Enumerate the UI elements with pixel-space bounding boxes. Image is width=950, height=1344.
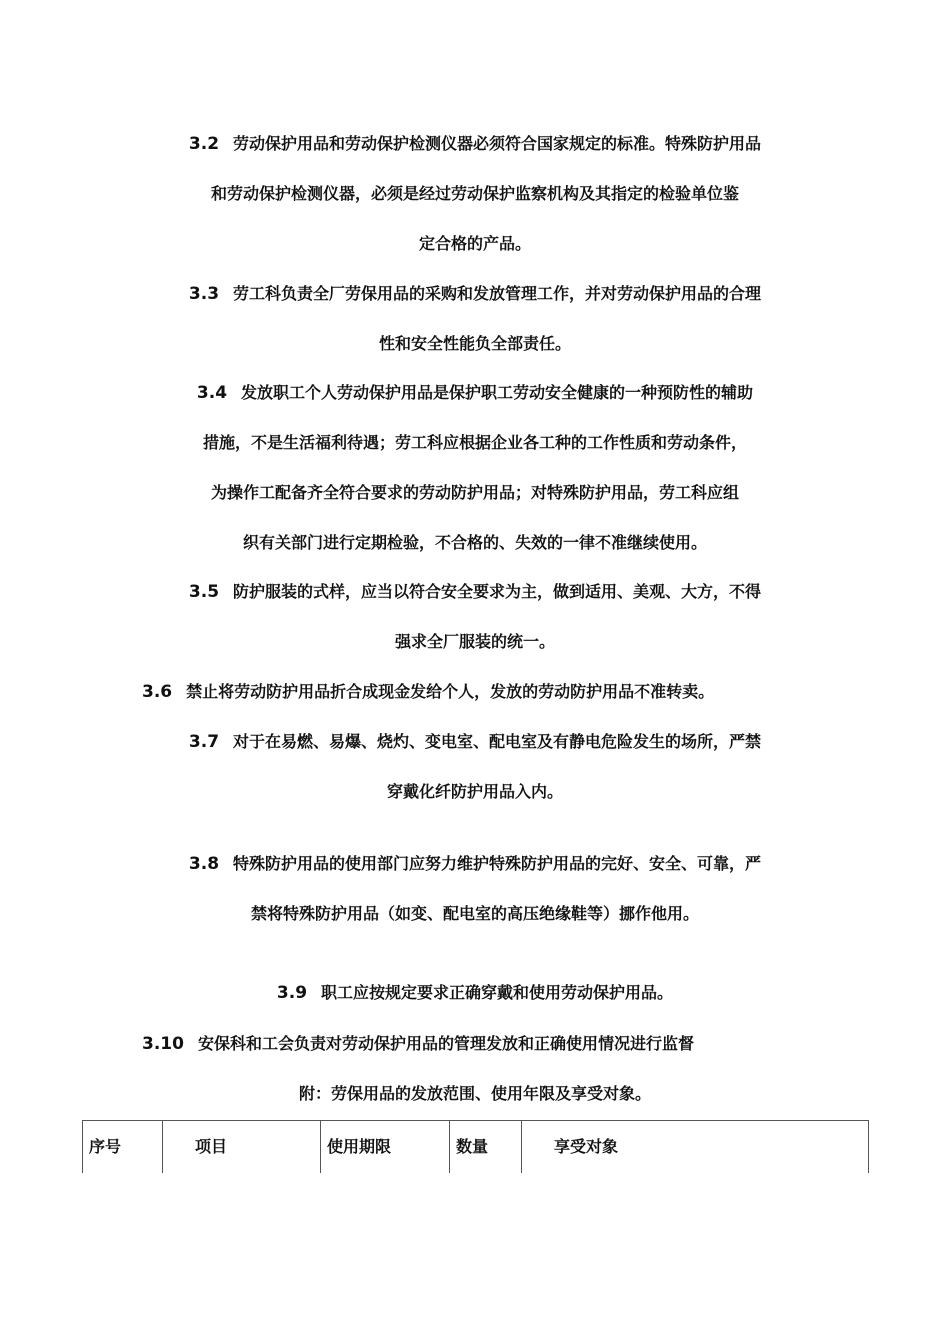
para-3-5-line-1 — [0, 580, 950, 604]
para-number: 3.7 — [188, 732, 220, 752]
para-number: 3.9 — [276, 983, 308, 1003]
para-3-4-line-1 — [0, 381, 950, 405]
header-cell-item — [162, 1121, 321, 1173]
para-3-2-line-3: 定合格的产品。 — [418, 234, 531, 253]
para-text: 对于在易燃、易爆、烧灼、变电室、配电室及有静电危险发生的场所，严禁 — [233, 732, 762, 751]
para-number: 3.10 — [142, 1034, 184, 1054]
header-cell-recipients — [521, 1121, 869, 1173]
para-3-7-line-1 — [0, 730, 950, 754]
para-3-4-line-4: 织有关部门进行定期检验，不合格的、失效的一律不准继续使用。 — [242, 533, 707, 552]
header-label: 序号 — [89, 1137, 122, 1156]
para-3-2-line-2: 和劳动保护检测仪器，必须是经过劳动保护监察机构及其指定的检验单位鉴 — [210, 184, 739, 203]
para-3-8-line-2: 禁将特殊防护用品（如变、配电室的高压绝缘鞋等）挪作他用。 — [250, 904, 699, 923]
para-3-6-line-1 — [142, 680, 902, 704]
para-number: 3.5 — [188, 582, 220, 602]
para-text: 防护服装的式样，应当以符合安全要求为主，做到适用、美观、大方，不得 — [233, 582, 762, 601]
para-3-7-line-2: 穿戴化纤防护用品入内。 — [386, 782, 563, 801]
allocation-table-header — [82, 1120, 869, 1173]
header-cell-quantity — [449, 1121, 522, 1173]
header-cell-index — [82, 1121, 163, 1173]
para-3-8-line-1 — [0, 852, 950, 876]
para-3-4-line-2: 措施，不是生活福利待遇；劳工科应根据企业各工种的工作性质和劳动条件， — [202, 433, 747, 452]
para-3-3-line-1 — [0, 282, 950, 306]
header-label: 享受对象 — [554, 1137, 619, 1156]
header-label: 使用期限 — [327, 1137, 392, 1156]
header-label: 数量 — [456, 1137, 489, 1156]
appendix-caption: 附：劳保用品的发放范围、使用年限及享受对象。 — [298, 1084, 651, 1103]
para-text: 禁止将劳动防护用品折合成现金发给个人，发放的劳动防护用品不准转卖。 — [186, 682, 715, 701]
para-text: 安保科和工会负责对劳动保护用品的管理发放和正确使用情况进行监督 — [197, 1034, 694, 1053]
para-text: 劳工科负责全厂劳保用品的采购和发放管理工作，并对劳动保护用品的合理 — [233, 284, 762, 303]
para-3-9-line-1 — [0, 981, 950, 1005]
para-3-5-line-2: 强求全厂服装的统一。 — [394, 632, 555, 651]
para-text: 劳动保护用品和劳动保护检测仪器必须符合国家规定的标准。特殊防护用品 — [233, 134, 762, 153]
para-number: 3.6 — [142, 682, 173, 702]
para-3-4-line-3: 为操作工配备齐全符合要求的劳动防护用品；对特殊防护用品，劳工科应组 — [210, 483, 739, 502]
para-text: 发放职工个人劳动保护用品是保护职工劳动安全健康的一种预防性的辅助 — [241, 383, 754, 402]
para-number: 3.2 — [188, 134, 220, 154]
para-number: 3.8 — [188, 854, 220, 874]
para-number: 3.3 — [188, 284, 220, 304]
para-text: 职工应按规定要求正确穿戴和使用劳动保护用品。 — [321, 983, 674, 1002]
header-cell-duration — [320, 1121, 450, 1173]
para-text: 特殊防护用品的使用部门应努力维护特殊防护用品的完好、安全、可靠，严 — [233, 854, 762, 873]
para-3-3-line-2: 性和安全性能负全部责任。 — [378, 334, 571, 353]
para-3-2-line-1 — [0, 132, 950, 156]
para-3-10-line-1 — [142, 1032, 902, 1056]
para-number: 3.4 — [196, 383, 228, 403]
header-label: 项目 — [195, 1137, 228, 1156]
